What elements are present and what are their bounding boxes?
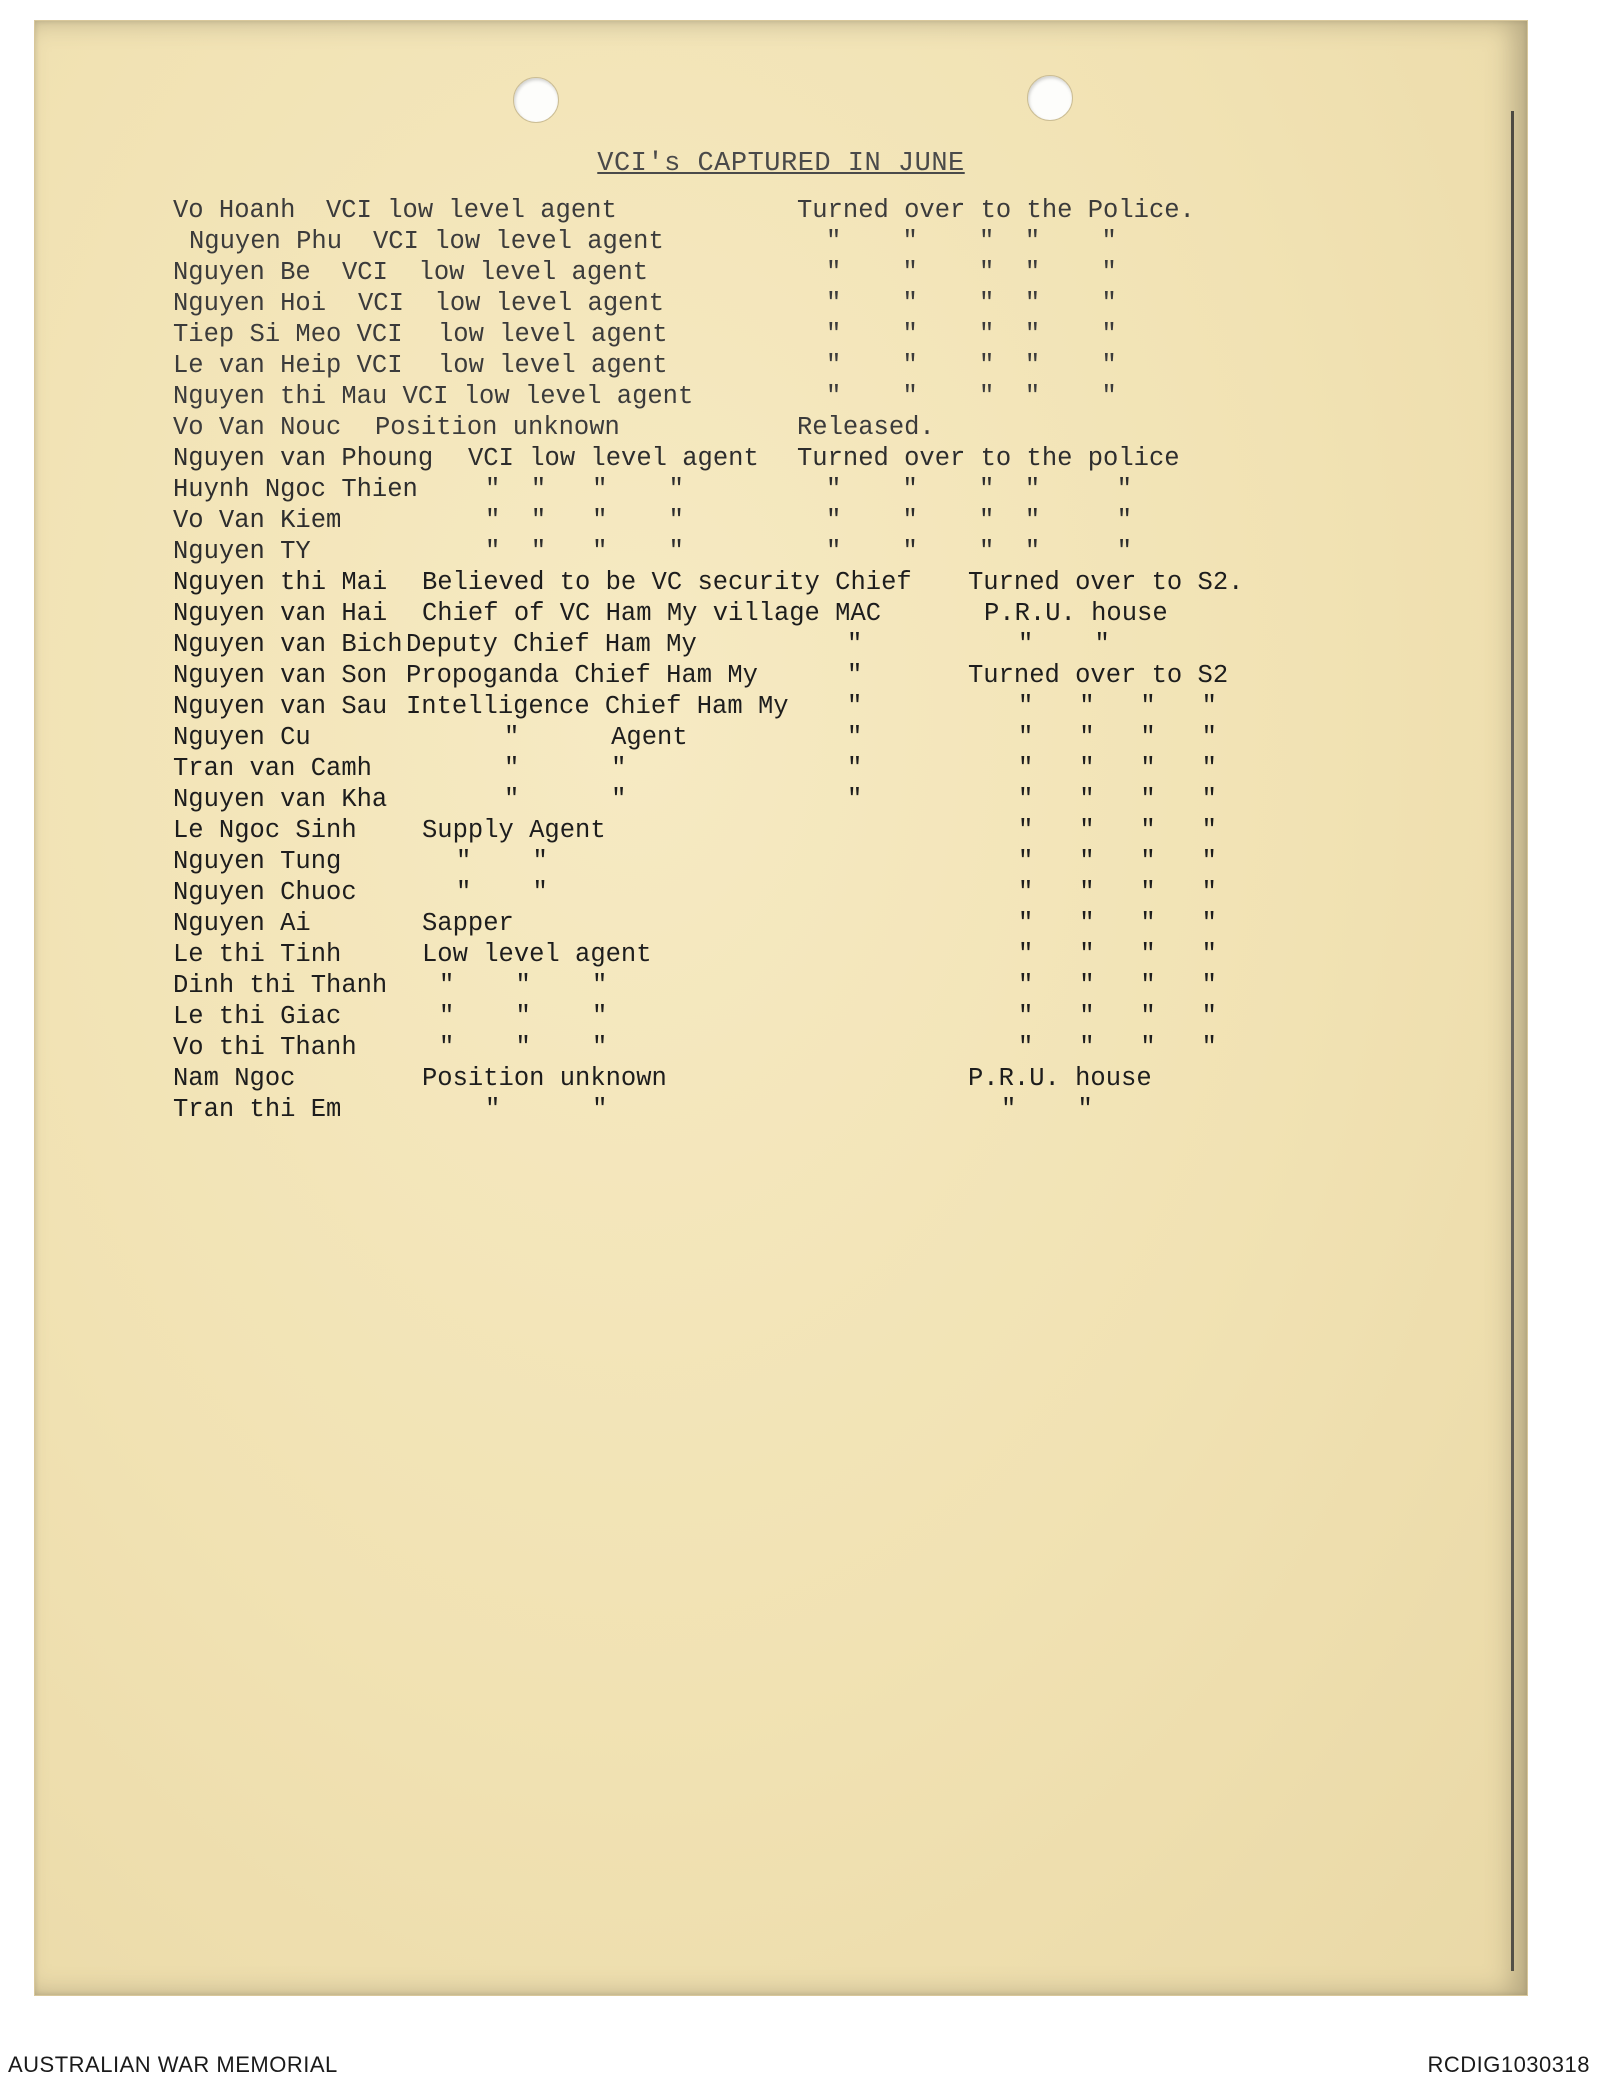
table-row [35, 722, 1527, 753]
row-name: Nguyen Ai [173, 909, 311, 938]
table-row [35, 1094, 1527, 1125]
row-description: Low level agent [422, 940, 652, 969]
row-name: Huynh Ngoc Thien [173, 475, 418, 504]
row-status: " " " " [1018, 723, 1217, 752]
row-description: Position unknown [422, 1064, 667, 1093]
row-status: " " [1001, 1095, 1093, 1124]
row-status: " " " " [1018, 785, 1217, 814]
row-name: Tiep Si Meo VCI [173, 320, 403, 349]
row-status: " " " " [1018, 847, 1217, 876]
table-row [35, 908, 1527, 939]
table-row [35, 381, 1527, 412]
table-row [35, 660, 1527, 691]
row-description: Chief of VC Ham My village MAC [422, 599, 882, 628]
row-name: Nguyen Hoi [173, 289, 327, 318]
row-name: Nguyen Phu [189, 227, 343, 256]
row-description: " " [456, 847, 548, 876]
row-status: " " " " [1018, 1033, 1217, 1062]
row-name: Le thi Tinh [173, 940, 342, 969]
row-description: Position unknown [375, 413, 620, 442]
row-status: " " " " " [826, 320, 1117, 349]
row-name: Nguyen van Son [173, 661, 388, 690]
table-row [35, 815, 1527, 846]
table-row [35, 1063, 1527, 1094]
row-status: " " " " " [826, 351, 1117, 380]
table-row [35, 691, 1527, 722]
row-status: " " " " [1018, 878, 1217, 907]
row-name: Nguyen van Bich [173, 630, 403, 659]
table-row [35, 319, 1527, 350]
row-status: Turned over to the Police. [797, 196, 1195, 225]
row-name: Nguyen Be [173, 258, 311, 287]
row-description: Intelligence Chief Ham My [406, 692, 789, 721]
row-ditto-mark: " [847, 785, 863, 814]
table-row [35, 443, 1527, 474]
table-row [35, 350, 1527, 381]
row-description: " " " [439, 1002, 608, 1031]
row-status: " " " " " [826, 258, 1117, 287]
table-row [35, 784, 1527, 815]
table-row [35, 970, 1527, 1001]
row-description: VCI low level agent [373, 227, 664, 256]
captured-list [35, 21, 1527, 1995]
footer-identifier: RCDIG1030318 [1427, 2052, 1590, 2077]
row-description: " " [504, 785, 627, 814]
table-row [35, 226, 1527, 257]
row-name: Nguyen thi Mai [173, 568, 388, 597]
row-name: Nguyen thi Mau VCI low level agent [173, 382, 694, 411]
row-name: Nguyen van Sau [173, 692, 388, 721]
row-status: " " " " [1018, 909, 1217, 938]
row-status: Released. [797, 413, 935, 442]
table-row [35, 257, 1527, 288]
row-description: low level agent [438, 320, 668, 349]
row-status: P.R.U. house [984, 599, 1168, 628]
table-row [35, 939, 1527, 970]
row-ditto-mark: " [847, 754, 863, 783]
footer-institution: AUSTRALIAN WAR MEMORIAL [8, 2052, 338, 2077]
row-name: Vo Van Kiem [173, 506, 342, 535]
table-row [35, 567, 1527, 598]
row-status: " " " " " [826, 289, 1117, 318]
row-description: " Agent [504, 723, 688, 752]
row-ditto-mark: " [847, 630, 863, 659]
table-row [35, 629, 1527, 660]
row-status: " " " " [1018, 754, 1217, 783]
row-name: Nguyen van Hai [173, 599, 388, 628]
row-status: " " " " [1018, 971, 1217, 1000]
row-description: VCI low level agent [326, 196, 617, 225]
document-page [34, 20, 1528, 1996]
row-description: VCI low level agent [358, 289, 665, 318]
row-name: Dinh thi Thanh [173, 971, 388, 1000]
row-name: Tran van Camh [173, 754, 372, 783]
table-row [35, 598, 1527, 629]
row-ditto-mark: " [847, 661, 863, 690]
row-description: " " " [439, 1033, 608, 1062]
row-status: " " " " [1018, 940, 1217, 969]
row-name: Vo thi Thanh [173, 1033, 357, 1062]
row-status: " " [1018, 630, 1110, 659]
table-row [35, 846, 1527, 877]
row-description: Supply Agent [422, 816, 606, 845]
row-description: Propoganda Chief Ham My [406, 661, 758, 690]
row-description: VCI low level agent [468, 444, 759, 473]
row-ditto-mark: " [847, 723, 863, 752]
table-row [35, 474, 1527, 505]
row-name: Le Ngoc Sinh [173, 816, 357, 845]
row-status: Turned over to S2 [968, 661, 1229, 690]
table-row [35, 753, 1527, 784]
row-name: Nguyen Cu [173, 723, 311, 752]
row-description: VCI low level agent [342, 258, 649, 287]
row-name: Nam Ngoc [173, 1064, 296, 1093]
row-description: low level agent [438, 351, 668, 380]
row-description: Believed to be VC security Chief [422, 568, 912, 597]
document-title: VCI's CAPTURED IN JUNE [597, 149, 965, 179]
row-description: " " [485, 1095, 608, 1124]
row-status: " " " " " [826, 475, 1133, 504]
row-status: " " " " " [826, 537, 1133, 566]
row-description: Sapper [422, 909, 514, 938]
row-status: " " " " " [826, 382, 1117, 411]
table-row [35, 412, 1527, 443]
table-row [35, 1001, 1527, 1032]
row-status: " " " " " [826, 506, 1133, 535]
row-name: Nguyen Tung [173, 847, 342, 876]
table-row [35, 288, 1527, 319]
row-description: " " " " [485, 475, 684, 504]
table-row [35, 877, 1527, 908]
table-row [35, 505, 1527, 536]
row-description: " " [504, 754, 627, 783]
table-row [35, 195, 1527, 226]
row-name: Vo Hoanh [173, 196, 296, 225]
row-status: " " " " " [826, 227, 1117, 256]
row-description: " " " [439, 971, 608, 1000]
row-name: Le thi Giac [173, 1002, 342, 1031]
table-row [35, 1032, 1527, 1063]
row-status: P.R.U. house [968, 1064, 1152, 1093]
row-status: " " " " [1018, 1002, 1217, 1031]
row-description: " " " " [485, 537, 684, 566]
row-status: Turned over to the police [797, 444, 1180, 473]
table-row [35, 536, 1527, 567]
row-name: Nguyen Chuoc [173, 878, 357, 907]
row-name: Nguyen TY [173, 537, 311, 566]
row-name: Le van Heip VCI [173, 351, 403, 380]
row-description: " " " " [485, 506, 684, 535]
row-ditto-mark: " [847, 692, 863, 721]
row-status: " " " " [1018, 816, 1217, 845]
row-name: Nguyen van Kha [173, 785, 388, 814]
row-name: Tran thi Em [173, 1095, 342, 1124]
row-description: " " [456, 878, 548, 907]
row-name: Vo Van Nouc [173, 413, 342, 442]
row-name: Nguyen van Phoung [173, 444, 434, 473]
row-description: Deputy Chief Ham My [406, 630, 697, 659]
row-status: Turned over to S2. [968, 568, 1244, 597]
row-status: " " " " [1018, 692, 1217, 721]
